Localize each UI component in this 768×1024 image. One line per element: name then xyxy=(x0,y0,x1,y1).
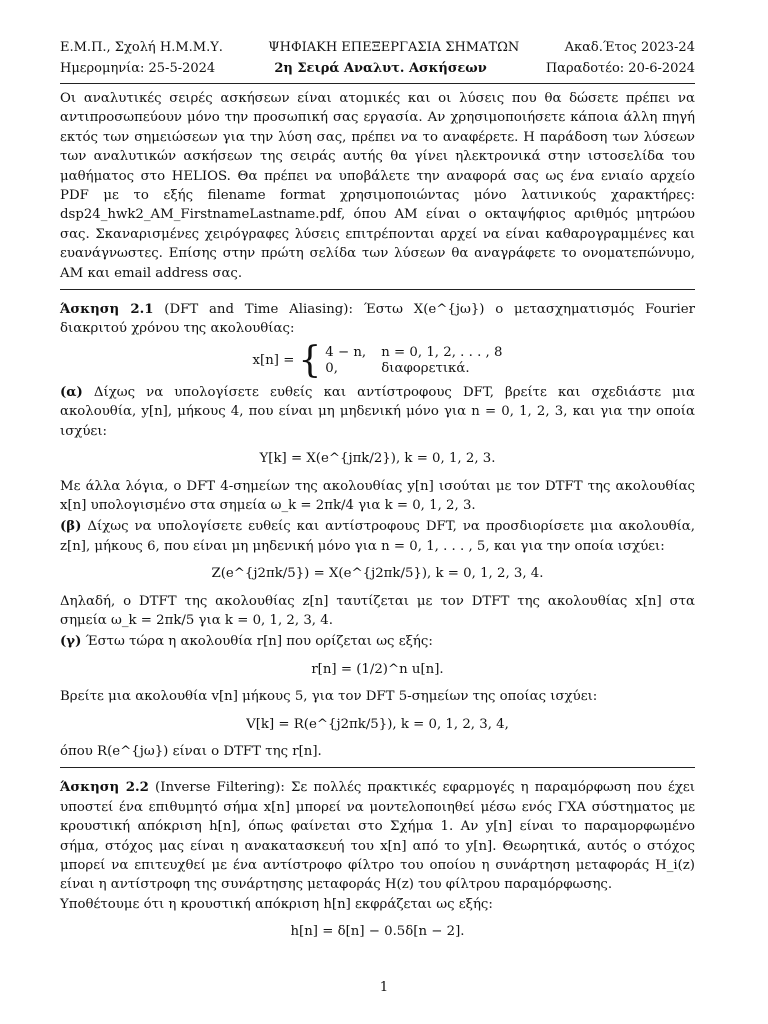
ex21-part-a xyxy=(60,383,695,441)
header-course: ΨΗΦΙΑΚΗ ΕΠΕΞΕΡΓΑΣΙΑ ΣΗΜΑΤΩΝ xyxy=(268,40,520,55)
ex21-title: Άσκηση 2.1 xyxy=(60,302,154,318)
part-b-after: Δηλαδή, ο DTFT της ακολουθίας z[n] ταυτίζεται με τον DTFT της ακολουθίας x[n] στα σημεία ω_k = 2πk/5 για k = 0, 1, 2, 3, 4. xyxy=(60,593,695,628)
ex22-second: Υποθέτουμε ότι η κρουστική απόκριση h[n] εκφράζεται ως εξής: xyxy=(60,896,493,912)
ex21-part-c xyxy=(60,632,695,651)
ex21-piecewise-equation xyxy=(60,339,695,381)
part-c-after: όπου R(e^{jω}) είναι ο DTFT της r[n]. xyxy=(60,743,322,759)
piecewise-lhs: x[n] = xyxy=(252,353,295,369)
part-c-equation-2: V[k] = R(e^{j2πk/5}), k = 0, 1, 2, 3, 4, xyxy=(246,716,509,732)
header-series-title: 2η Σειρά Αναλυτ. Ασκήσεων xyxy=(274,61,487,76)
ex21-part-b xyxy=(60,517,695,556)
part-b-text: Δίχως να υπολογίσετε ευθείς και αντίστροφους DFT, να προσδιορίσετε μια ακολουθία, z[n], μήκους 6, που είναι μη μηδενική μόνο για n = 0, 1, . . . , 5, και για την οποία ισχύει: xyxy=(60,519,695,554)
brace-icon: { xyxy=(298,339,322,381)
part-a-text: Δίχως να υπολογίσετε ευθείς και αντίστροφους DFT, βρείτε και σχεδιάστε μια ακολουθία, y[n], μήκους 4, που είναι μη μηδενική μόνο για n = 0, 1, 2, 3, και για την οποία ισχύει: xyxy=(60,384,695,439)
ex22-equation: h[n] = δ[n] − 0.5δ[n − 2]. xyxy=(290,924,465,940)
part-a-label: (α) xyxy=(60,384,83,400)
ex22-lead xyxy=(60,778,695,894)
header-rule xyxy=(60,83,695,84)
intro-paragraph: Οι αναλυτικές σειρές ασκήσεων είναι ατομικές και οι λύσεις που θα δώσετε πρέπει να αντιπροσωπεύουν μόνο την προσωπική σας εργασία. Αν χρησιμοποιήσετε κάποια άλλη πηγή εκτός των σημειώσεων για την λύση σας, πρέπει να το αναφέρετε. Η παράδοση των λύσεων των αναλυτικών ασκήσεων της σειράς αυτής θα γίνει ηλεκτρονικά στην ιστοσελίδα του μαθήματος στο HELIOS. Θα πρέπει να υποβάλετε την αναφορά σας ως ένα ενιαίο αρχείο PDF με το εξής filename format χρησιμοποιώντας μόνο λατινικούς χαρακτήρες: dsp24_hwk2_AM_FirstnameLastname.pdf, όπου AM είναι ο οκταψήφιος αριθμός μητρώου σας. Σκαναρισμένες χειρόγραφες λύσεις επιτρέπονται αρχεί να είναι καθαρογραμμένες και ευανάγνωστες. Επίσης στην πρώτη σελίδα των λύσεων θα αναγράφετε το ονοματεπώνυμο, AM και email address σας. xyxy=(60,91,695,281)
case2-value: 0, xyxy=(325,360,338,376)
part-b-label: (β) xyxy=(60,519,82,535)
header-deadline: Παραδοτέο: 20-6-2024 xyxy=(545,61,695,76)
part-a-equation: Y[k] = X(e^{jπk/2}), k = 0, 1, 2, 3. xyxy=(259,451,496,467)
case2-condition: διαφορετικά. xyxy=(381,360,470,376)
part-c-mid: Βρείτε μια ακολουθία v[n] μήκους 5, για τον DFT 5-σημείων της οποίας ισχύει: xyxy=(60,689,598,705)
ex21-rule xyxy=(60,767,695,768)
part-c-text: Έστω τώρα η ακολουθία r[n] που ορίζεται ως εξής: xyxy=(81,634,433,650)
ex21-lead xyxy=(60,300,695,339)
header-date: Ημερομηνία: 25-5-2024 xyxy=(60,61,216,76)
case1-condition: n = 0, 1, 2, . . . , 8 xyxy=(381,344,503,360)
header-year: Ακαδ.Έτος 2023-24 xyxy=(564,40,695,55)
part-c-equation: r[n] = (1/2)^n u[n]. xyxy=(311,661,444,677)
header-row-1 xyxy=(60,38,695,59)
header-school: Ε.Μ.Π., Σχολή Η.Μ.Μ.Υ. xyxy=(60,40,223,55)
piecewise-cases xyxy=(325,345,502,377)
intro-rule xyxy=(60,289,695,290)
ex22-lead-text: (Inverse Filtering): Σε πολλές πρακτικές εφαρμογές η παραμόρφωση που έχει υποστεί ένα επιθυμητό σήμα x[n] μπορεί να μοντελοποιηθεί μέσω ενός ΓΧΑ σύστηματος με κρουστική απόκριση h[n], όπως φαίνεται στο Σχήμα 1. Αν y[n] είναι το παραμορφωμένο σήμα, στόχος μας είναι η ανακατασκευή του x[n] από το y[n]. Θεωρητικά, αυτός ο στόχος μπορεί να επιτευχθεί με ένα αντίστροφο φίλτρο του οποίου η συνάρτηση μεταφοράς H_i(z) είναι η αντίστροφη της συνάρτησης μεταφοράς H(z) του φίλτρου παραμόρφωσης. xyxy=(60,780,695,893)
page-content xyxy=(60,38,695,950)
ex21-lead-text: (DFT and Time Aliasing): Έστω X(e^{jω}) ο μετασχηματισμός Fourier διακριτού χρόνου της ακολουθίας: xyxy=(60,302,695,337)
page-number: 1 xyxy=(379,980,389,995)
part-c-label: (γ) xyxy=(60,634,82,650)
part-b-equation: Z(e^{j2πk/5}) = X(e^{j2πk/5}), k = 0, 1, 2, 3, 4. xyxy=(211,566,544,582)
case1-value: 4 − n, xyxy=(325,344,367,360)
header-row-2 xyxy=(60,59,695,80)
ex22-title: Άσκηση 2.2 xyxy=(60,780,149,796)
part-a-after: Με άλλα λόγια, ο DFT 4-σημείων της ακολουθίας y[n] ισούται με τον DTFT της ακολουθίας x[n] υπολογισμένο στα σημεία ω_k = 2πk/4 για k = 0, 1, 2, 3. xyxy=(60,478,695,513)
